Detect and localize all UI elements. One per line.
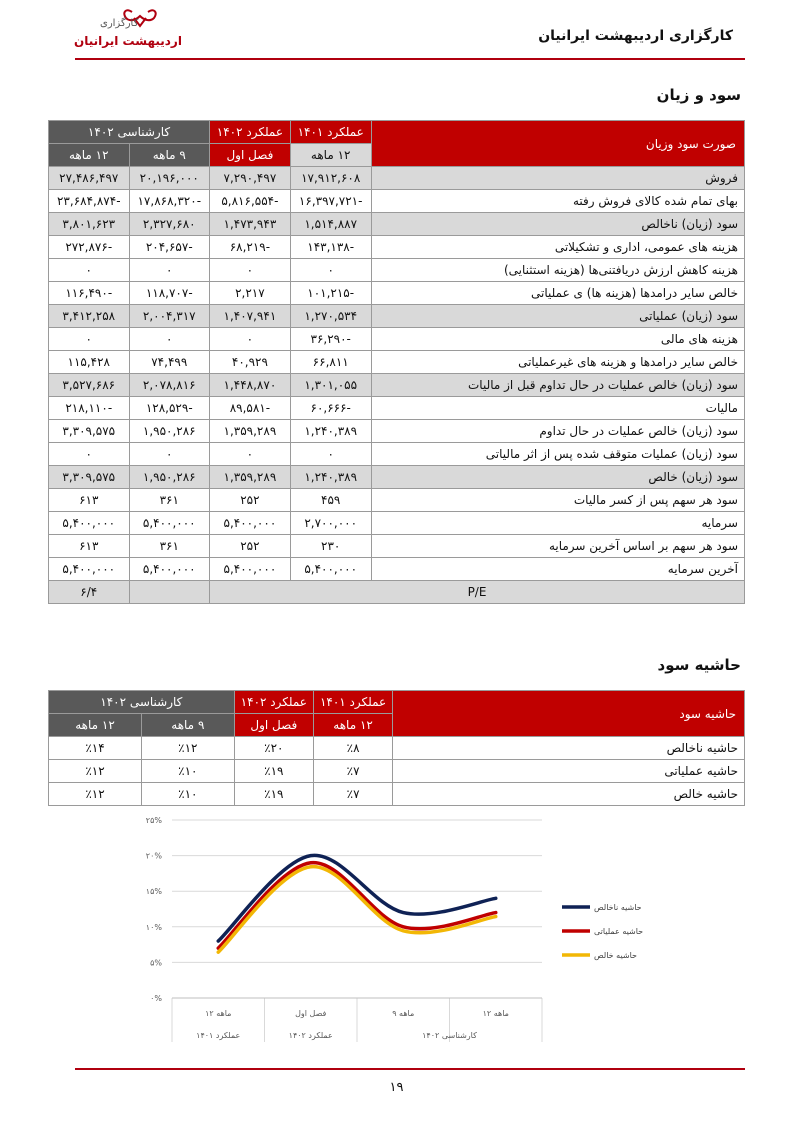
table-row [49,213,745,236]
sub-header: فصل اول [210,144,291,167]
table-row [49,351,745,374]
pe-value: ۶/۴ [49,581,130,604]
cell-value: ۱,۹۵۰,۲۸۶ [129,420,209,443]
cell-value: ۱,۲۴۰,۳۸۹ [290,466,371,489]
cell-value: -۲۷۲,۸۷۶ [49,236,130,259]
y-tick-label: ۰% [150,994,162,1003]
cell-value: -۳۶,۲۹۰ [290,328,371,351]
cell-value: -۱۱۸,۷۰۷ [129,282,209,305]
legend-label: حاشیه عملیاتی [594,927,644,936]
cell-value: ۴۰,۹۲۹ [210,351,291,374]
cell-value: -۱۱۶,۴۹۰ [49,282,130,305]
table-row [49,236,745,259]
cell-value: ۰ [210,443,291,466]
cell-value: ۱,۴۷۳,۹۴۳ [210,213,291,236]
x-tick-label: فصل اول [295,1009,327,1018]
cell-value: -۱۰۱,۲۱۵ [290,282,371,305]
row-label: سود (زیان) خالص عملیات در حال تداوم [371,420,744,443]
cell-value: ٪۱۲ [49,760,142,783]
cell-value: ۱,۳۵۹,۲۸۹ [210,420,291,443]
table-row [49,558,745,581]
table-row [49,328,745,351]
y-tick-label: ۲۰% [145,851,162,861]
cell-value: ۰ [290,443,371,466]
header-rule [75,58,745,60]
group-a1401: عملکرد ۱۴۰۱ [313,691,392,714]
table-row [49,737,745,760]
x-group-label: عملکرد ۱۴۰۲ [288,1031,333,1040]
group-a1402: عملکرد ۱۴۰۲ [234,691,313,714]
cell-value: ۲,۳۲۷,۶۸۰ [129,213,209,236]
cell-value: -۲۳,۶۸۴,۸۷۴ [49,190,130,213]
cell-value: ٪۱۲ [49,783,142,806]
cell-value: ۵,۴۰۰,۰۰۰ [49,512,130,535]
cell-value: ۷,۲۹۰,۴۹۷ [210,167,291,190]
cell-value: ۲۵۲ [210,535,291,558]
cell-value: ۵,۴۰۰,۰۰۰ [129,558,209,581]
sub-header: ۱۲ ماهه [49,144,130,167]
y-tick-label: ۲۵% [145,816,162,825]
cell-value: ۳,۵۲۷,۶۸۶ [49,374,130,397]
row-label: سرمایه [371,512,744,535]
x-tick-label: ۱۲ ماهه [205,1009,232,1018]
group-a1401: عملکرد ۱۴۰۱ [290,121,371,144]
table-row [49,167,745,190]
cell-value: ۱۷,۹۱۲,۶۰۸ [290,167,371,190]
cell-value: ۲,۰۰۴,۳۱۷ [129,305,209,328]
footer-rule [75,1068,745,1070]
cell-value: ۳,۸۰۱,۶۲۳ [49,213,130,236]
y-tick-label: ۱۰% [145,922,162,932]
x-tick-label: ۹ ماهه [392,1009,415,1018]
section-title-pl: سود و زیان [656,86,741,104]
cell-value: ٪۱۴ [49,737,142,760]
sub-header: ۹ ماهه [142,714,235,737]
y-tick-label: ۱۵% [145,887,162,897]
cell-value: ۶۶,۸۱۱ [290,351,371,374]
cell-value: -۱۴۳,۱۳۸ [290,236,371,259]
company-logo [70,6,190,58]
row-label: خالص سایر درامدها و هزینه های غیرعملیاتی [371,351,744,374]
cell-value: ۲,۷۰۰,۰۰۰ [290,512,371,535]
cell-value: -۱۶,۳۹۷,۷۲۱ [290,190,371,213]
table-row [49,420,745,443]
cell-value: ۱,۹۵۰,۲۸۶ [129,466,209,489]
cell-value: ٪۱۰ [142,760,235,783]
section-title-margin: حاشیه سود [657,656,741,674]
cell-value: ۰ [290,259,371,282]
cell-value: -۲۰۴,۶۵۷ [129,236,209,259]
table-row [49,512,745,535]
cell-value: ۰ [129,443,209,466]
table-row [49,535,745,558]
cell-value: ٪۸ [313,737,392,760]
table-row [49,489,745,512]
logo-line1: کارگزاری [100,18,139,29]
cell-value: ٪۷ [313,783,392,806]
table-row [49,374,745,397]
row-label: سود (زیان) عملیاتی [371,305,744,328]
cell-value: ۵,۴۰۰,۰۰۰ [210,512,291,535]
cell-value: ٪۲۰ [234,737,313,760]
row-label: فروش [371,167,744,190]
cell-value: ۲۰,۱۹۶,۰۰۰ [129,167,209,190]
cell-value: -۶۸,۲۱۹ [210,236,291,259]
cell-value: ۳,۴۱۲,۲۵۸ [49,305,130,328]
row-label: سود (زیان) عملیات متوقف شده پس از اثر مالیاتی [371,443,744,466]
cell-value: ۳۶۱ [129,489,209,512]
table-row [49,190,745,213]
table-row [49,305,745,328]
row-label: سود (زیان) خالص عملیات در حال تداوم قبل از مالیات [371,374,744,397]
cell-value: ۴۵۹ [290,489,371,512]
sub-header: ۱۲ ماهه [290,144,371,167]
row-label: حاشیه عملیاتی [393,760,745,783]
cell-value: -۶۰,۶۶۶ [290,397,371,420]
group-exp1402: کارشناسی ۱۴۰۲ [49,691,235,714]
row-label: آخرین سرمایه [371,558,744,581]
table-row [49,760,745,783]
row-label: هزینه های مالی [371,328,744,351]
x-group-label: عملکرد ۱۴۰۱ [196,1031,241,1040]
table-row [49,466,745,489]
row-label: سود (زیان) ناخالص [371,213,744,236]
cell-value: ۲۷,۴۸۶,۴۹۷ [49,167,130,190]
cell-value: ۰ [129,328,209,351]
cell-value: ٪۱۹ [234,760,313,783]
sub-header: فصل اول [234,714,313,737]
cell-value: ۳,۳۰۹,۵۷۵ [49,420,130,443]
pe-empty [129,581,209,604]
firm-name: کارگزاری اردیبهشت ایرانیان [538,28,733,44]
cell-value: ۳,۳۰۹,۵۷۵ [49,466,130,489]
table-corner: حاشیه سود [393,691,745,737]
cell-value: -۵,۸۱۶,۵۵۴ [210,190,291,213]
cell-value: ۱,۲۷۰,۵۳۴ [290,305,371,328]
table-row [49,397,745,420]
cell-value: ۰ [49,443,130,466]
cell-value: ۱,۲۴۰,۳۸۹ [290,420,371,443]
cell-value: ۲۳۰ [290,535,371,558]
sub-header: ۱۲ ماهه [313,714,392,737]
cell-value: ۵,۴۰۰,۰۰۰ [210,558,291,581]
x-tick-label: ۱۲ ماهه [482,1009,509,1018]
sub-header: ۹ ماهه [129,144,209,167]
cell-value: ٪۱۹ [234,783,313,806]
cell-value: ۰ [210,328,291,351]
cell-value: ۱,۴۴۸,۸۷۰ [210,374,291,397]
legend-label: حاشیه خالص [594,951,637,960]
table-row [49,282,745,305]
x-group-label: کارشناسی ۱۴۰۲ [422,1031,477,1040]
cell-value: ۱,۳۵۹,۲۸۹ [210,466,291,489]
cell-value: -۸۹,۵۸۱ [210,397,291,420]
cell-value: ٪۱۲ [142,737,235,760]
row-label: مالیات [371,397,744,420]
table-row [49,443,745,466]
cell-value: ۱,۵۱۴,۸۸۷ [290,213,371,236]
cell-value: ۷۴,۴۹۹ [129,351,209,374]
cell-value: -۱۲۸,۵۲۹ [129,397,209,420]
row-label: سود هر سهم پس از کسر مالیات [371,489,744,512]
cell-value: ۲,۲۱۷ [210,282,291,305]
row-label: سود هر سهم بر اساس آخرین سرمایه [371,535,744,558]
row-label: هزینه های عمومی، اداری و تشکیلاتی [371,236,744,259]
row-label: خالص سایر درامدها (هزینه ها) ی عملیاتی [371,282,744,305]
cell-value: ۶۱۳ [49,535,130,558]
cell-value: ۵,۴۰۰,۰۰۰ [49,558,130,581]
cell-value: ۲,۰۷۸,۸۱۶ [129,374,209,397]
cell-value: ۱,۴۰۷,۹۴۱ [210,305,291,328]
cell-value: ۶۱۳ [49,489,130,512]
row-label: حاشیه خالص [393,783,745,806]
cell-value: -۱۷,۸۶۸,۳۲۰ [129,190,209,213]
logo-line2: اردیبهشت ایرانیان [74,34,182,48]
table-corner: صورت سود وزیان [371,121,744,167]
cell-value: ٪۱۰ [142,783,235,806]
sub-header: ۱۲ ماهه [49,714,142,737]
cell-value: ۲۵۲ [210,489,291,512]
group-exp1402: کارشناسی ۱۴۰۲ [49,121,210,144]
table-row [49,259,745,282]
cell-value: ۵,۴۰۰,۰۰۰ [129,512,209,535]
table-row [49,783,745,806]
row-label: سود (زیان) خالص [371,466,744,489]
cell-value: ۰ [49,259,130,282]
cell-value: ۳۶۱ [129,535,209,558]
group-a1402: عملکرد ۱۴۰۲ [210,121,291,144]
cell-value: ۱,۳۰۱,۰۵۵ [290,374,371,397]
row-label: بهای تمام شده کالای فروش رفته [371,190,744,213]
row-label: هزینه کاهش ارزش دریافتنی‌ها (هزینه استثنایی) [371,259,744,282]
legend-label: حاشیه ناخالص [594,903,642,912]
margin-table [48,690,745,806]
cell-value: -۲۱۸,۱۱۰ [49,397,130,420]
cell-value: ۱۱۵,۴۲۸ [49,351,130,374]
cell-value: ۵,۴۰۰,۰۰۰ [290,558,371,581]
y-tick-label: ۵% [150,958,162,968]
pe-label: P/E [210,581,745,604]
cell-value: ٪۷ [313,760,392,783]
income-statement-table [48,120,745,604]
cell-value: ۰ [49,328,130,351]
cell-value: ۰ [129,259,209,282]
page-number: ۱۹ [389,1080,404,1095]
margin-chart [130,812,650,1052]
cell-value: ۰ [210,259,291,282]
row-label: حاشیه ناخالص [393,737,745,760]
